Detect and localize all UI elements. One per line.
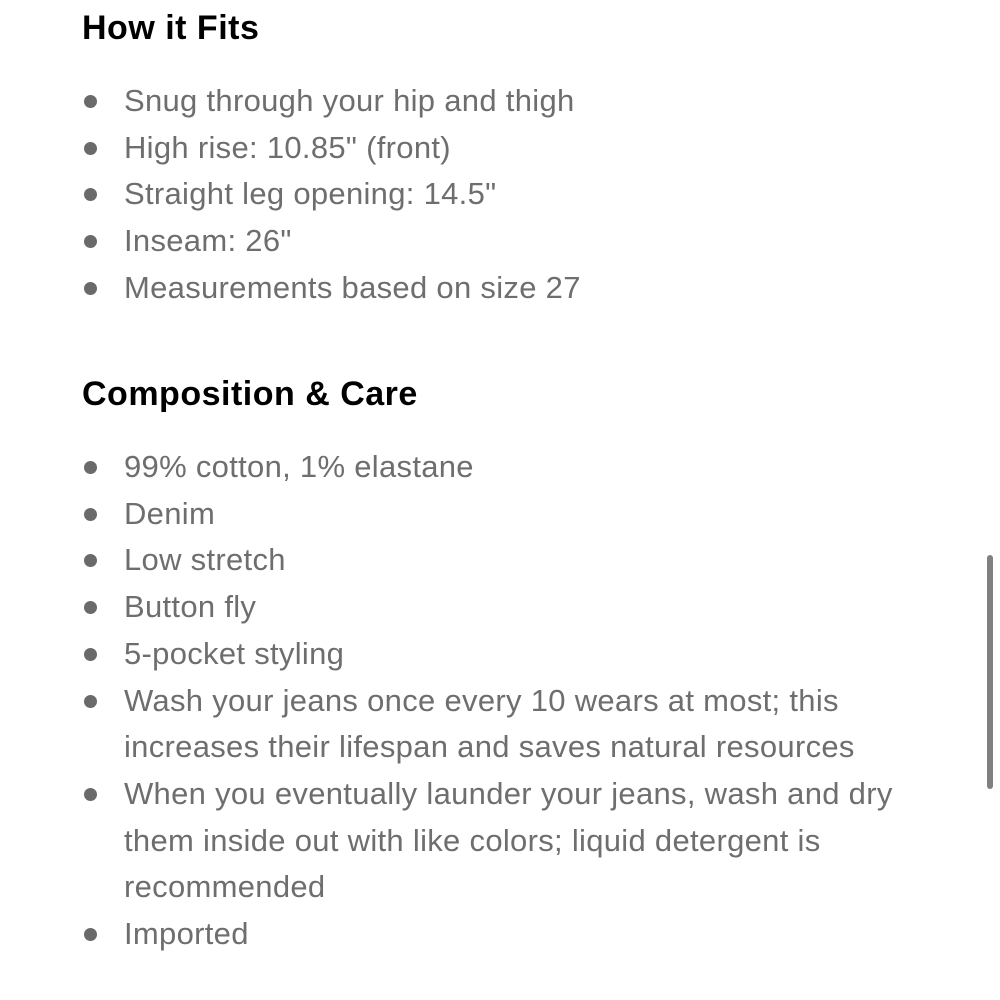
bullet-icon [84,142,97,155]
list-item: Imported [82,911,942,958]
section-heading: How it Fits [82,9,260,47]
list-item: Snug through your hip and thigh [82,78,942,125]
bullet-icon [84,695,97,708]
composition-care-section [82,374,942,958]
bullet-icon [84,554,97,567]
list-item: Low stretch [82,537,942,584]
bullet-icon [84,461,97,474]
bullet-icon [84,188,97,201]
vertical-scrollbar[interactable] [987,555,993,789]
fit-details-list [82,78,942,312]
bullet-icon [84,282,97,295]
bullet-icon [84,648,97,661]
bullet-icon [84,235,97,248]
list-item: High rise: 10.85" (front) [82,125,942,172]
list-item: Wash your jeans once every 10 wears at most; this increases their lifespan and saves natural resources [82,678,914,771]
list-item: Straight leg opening: 14.5" [82,171,942,218]
bullet-icon [84,601,97,614]
list-item: 5-pocket styling [82,631,942,678]
section-heading: Composition & Care [82,375,418,413]
bullet-icon [84,508,97,521]
list-item: Inseam: 26" [82,218,942,265]
list-item: 99% cotton, 1% elastane [82,444,942,491]
how-it-fits-section [82,8,942,312]
list-item: Denim [82,491,942,538]
composition-care-list [82,444,942,958]
list-item: When you eventually launder your jeans, wash and dry them inside out with like colors; liquid detergent is recommended [82,771,924,911]
list-item: Measurements based on size 27 [82,265,942,312]
list-item: Button fly [82,584,942,631]
bullet-icon [84,928,97,941]
bullet-icon [84,95,97,108]
bullet-icon [84,788,97,801]
